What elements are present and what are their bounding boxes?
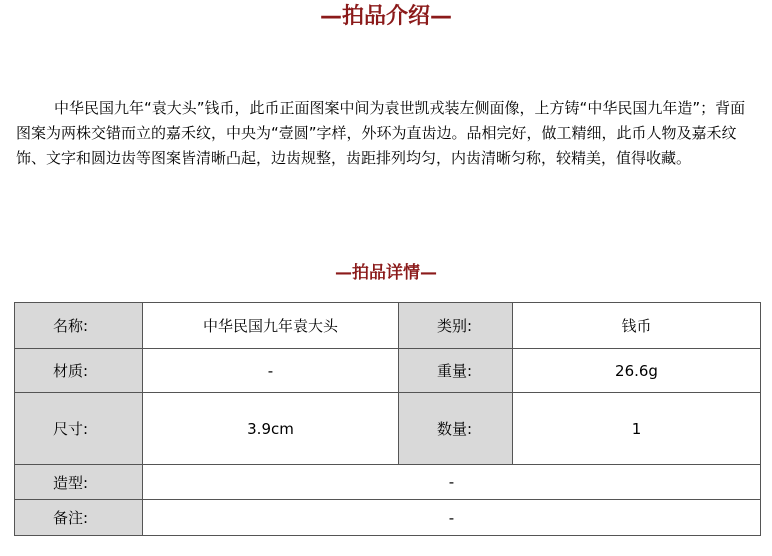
size-value: 3.9cm — [143, 393, 399, 465]
weight-value: 26.6g — [513, 349, 761, 393]
name-label: 名称: — [15, 303, 143, 349]
details-table — [14, 302, 761, 536]
table-row — [15, 349, 761, 393]
notes-label: 备注: — [15, 500, 143, 536]
material-value: - — [143, 349, 399, 393]
quantity-label: 数量: — [399, 393, 513, 465]
notes-value: - — [143, 500, 761, 536]
table-row — [15, 500, 761, 536]
table-row — [15, 303, 761, 349]
table-row — [15, 393, 761, 465]
item-description: 中华民国九年“袁大头”钱币，此币正面图案中间为袁世凯戎装左侧面像，上方铸“中华民国九年造”；背面图案为两株交错而立的嘉禾纹，中央为“壹圆”字样，外环为直齿边。品相完好，做工精细，此币人物及嘉禾纹饰、文字和圆边齿等图案皆清晰凸起，边齿规整，齿距排列均匀，内齿清晰匀称，较精美，值得收藏。 — [16, 99, 746, 167]
category-value: 钱币 — [513, 303, 761, 349]
quantity-value: 1 — [513, 393, 761, 465]
name-value: 中华民国九年袁大头 — [143, 303, 399, 349]
category-label: 类别: — [399, 303, 513, 349]
material-label: 材质: — [15, 349, 143, 393]
intro-section-title: —拍品介绍— — [319, 4, 452, 29]
size-label: 尺寸: — [15, 393, 143, 465]
shape-label: 造型: — [15, 465, 143, 500]
weight-label: 重量: — [399, 349, 513, 393]
detail-section-title: —拍品详情— — [335, 263, 437, 283]
table-row — [15, 465, 761, 500]
shape-value: - — [143, 465, 761, 500]
